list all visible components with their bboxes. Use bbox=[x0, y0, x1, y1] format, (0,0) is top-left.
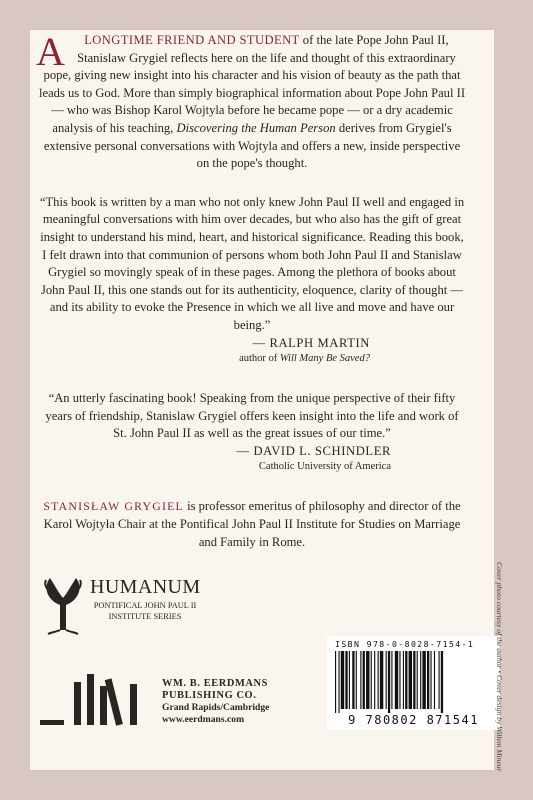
back-cover-text bbox=[36, 29, 466, 551]
endorsement-attribution-2 bbox=[38, 443, 466, 475]
endorser-name-2: — DAVID L. SCHINDLER bbox=[236, 443, 391, 458]
drop-cap: A bbox=[36, 29, 65, 74]
book-title: Discovering the Human Person bbox=[176, 120, 336, 135]
author-bio-text: is professor emeritus of philosophy and director of the Karol Wojtyła Chair at the Pontifical John Paul II Institute for Studies on Marriage and Family in Rome. bbox=[43, 499, 461, 549]
endorsement-quote-1: “This book is written by a man who not only knew John Paul II well and engaged in meaningful conversations with him over decades, but who also has the gift of great insight to understand his mind, heart, and historical significance. Reading this book, I felt drawn into that communion of persons whom both John Paul II and Stanislaw Grygiel so movingly speak of in these pages. Among the plethora of books about John Paul II, this one stands out for its authenticity, eloquence, clarity of thought — and its ability to evoke the Presence in which we all live and move and have our being.” bbox=[39, 194, 465, 332]
publisher-block bbox=[38, 660, 268, 730]
publisher-name-2: PUBLISHING CO. bbox=[162, 690, 257, 701]
author-bio bbox=[38, 498, 466, 551]
barcode bbox=[327, 636, 500, 730]
barcode-digits: 9 780802 871541 bbox=[348, 713, 479, 727]
tree-icon bbox=[38, 568, 88, 638]
description-text-1: of the late Pope John Paul II, Stanislaw Grygiel reflects here on the life and thought of this extraordinary pope, giving new insight into his character and his vision of beauty as the path that leads us to God. More than simply biographical information about Pope John Paul II — who was Bishop Karol Wojtyla before he became pope — or a dry academic analysis of his teaching, bbox=[38, 33, 466, 135]
isbn-text: ISBN 978-0-8028-7154-1 bbox=[335, 639, 475, 649]
cover-credit: Cover photo courtesy of the author • Cover design by Willem Mineur bbox=[495, 562, 504, 772]
endorser-title-2: Catholic University of America bbox=[258, 461, 391, 473]
endorsement-attribution-1 bbox=[38, 335, 466, 367]
publisher-city: Grand Rapids/Cambridge bbox=[162, 702, 270, 713]
publisher-url: www.eerdmans.com bbox=[162, 714, 245, 725]
humanum-series-logo bbox=[38, 568, 201, 638]
endorser-name-1: — RALPH MARTIN bbox=[252, 335, 370, 350]
description-text-2: derives from Grygiel's extensive personal conversations with Wojtyla and offers a new, inside perspective on the pope's thought. bbox=[43, 120, 461, 171]
series-subtitle: PONTIFICAL JOHN PAUL II INSTITUTE SERIES bbox=[93, 601, 197, 621]
publisher-name-1: WM. B. EERDMANS bbox=[162, 678, 268, 689]
author-name: STANISŁAW GRYGIEL bbox=[43, 499, 184, 514]
eerdmans-books-icon bbox=[38, 660, 148, 726]
book-description bbox=[36, 29, 466, 173]
endorser-title-1: author of Will Many Be Saved? bbox=[239, 353, 370, 365]
endorsement-quote-2: “An utterly fascinating book! Speaking from the unique perspective of their fifty years of friendship, Stanislaw Grygiel offers keen insight into the life and work of St. John Paul II as well as the great issues of our time.” bbox=[45, 391, 459, 441]
description-lead: LONGTIME FRIEND AND STUDENT bbox=[84, 33, 300, 47]
publisher-text bbox=[162, 678, 269, 726]
series-name: HUMANUM bbox=[90, 576, 201, 598]
